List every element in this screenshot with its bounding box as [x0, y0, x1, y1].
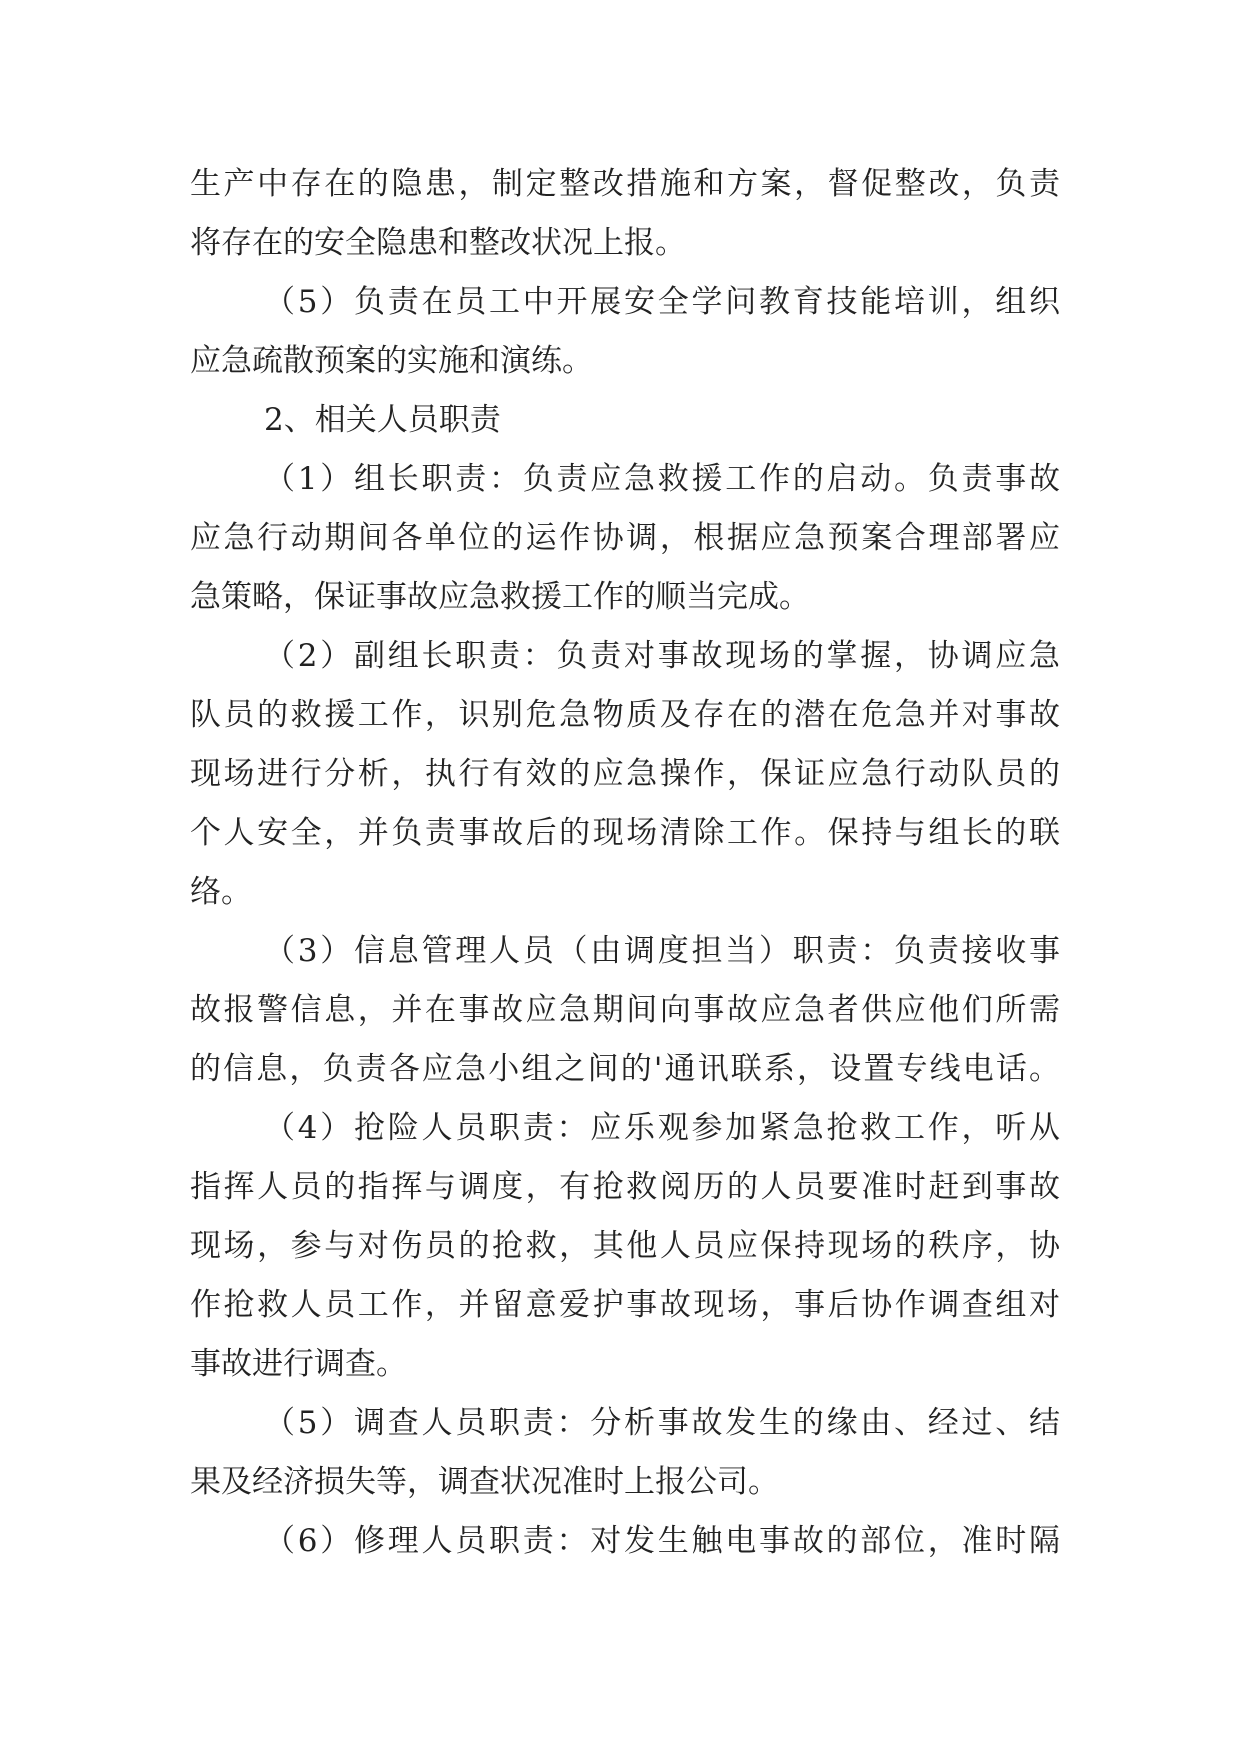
- text-line: 指挥人员的指挥与调度，有抢救阅历的人员要准时赶到事故: [190, 1169, 1060, 1205]
- text-line: 现场进行分析，执行有效的应急操作，保证应急行动队员的: [190, 756, 1060, 792]
- text-line: 个人安全，并负责事故后的现场清除工作。保持与组长的联: [190, 815, 1060, 851]
- text-line: 应急行动期间各单位的运作协调，根据应急预案合理部署应: [190, 520, 1060, 556]
- text-line: 故报警信息，并在事故应急期间向事故应急者供应他们所需: [190, 992, 1060, 1028]
- text-line: 队员的救援工作，识别危急物质及存在的潜在危急并对事故: [190, 697, 1060, 733]
- text-line: （2）副组长职责：负责对事故现场的掌握，协调应急: [264, 638, 1060, 674]
- text-line: （6）修理人员职责：对发生触电事故的部位，准时隔: [264, 1523, 1060, 1559]
- text-line: 生产中存在的隐患，制定整改措施和方案，督促整改，负责: [190, 166, 1060, 202]
- text-line: 急策略，保证事故应急救援工作的顺当完成。: [190, 579, 810, 615]
- section-heading: 2、相关人员职责: [264, 402, 501, 438]
- text-line: （1）组长职责：负责应急救援工作的启动。负责事故: [264, 461, 1060, 497]
- text-line: 事故进行调查。: [190, 1346, 407, 1382]
- text-line: 应急疏散预案的实施和演练。: [190, 343, 593, 379]
- text-line: 的信息，负责各应急小组之间的'通讯联系，设置专线电话。: [190, 1051, 1060, 1087]
- text-line: （3）信息管理人员（由调度担当）职责：负责接收事: [264, 933, 1060, 969]
- text-line: 络。: [190, 874, 252, 910]
- text-line: （5）负责在员工中开展安全学问教育技能培训，组织: [264, 284, 1060, 320]
- text-line: （5）调查人员职责：分析事故发生的缘由、经过、结: [264, 1405, 1060, 1441]
- text-line: 现场，参与对伤员的抢救，其他人员应保持现场的秩序，协: [190, 1228, 1060, 1264]
- text-line: 果及经济损失等，调查状况准时上报公司。: [190, 1464, 779, 1500]
- text-line: 作抢救人员工作，并留意爱护事故现场，事后协作调查组对: [190, 1287, 1060, 1323]
- text-line: （4）抢险人员职责：应乐观参加紧急抢救工作，听从: [264, 1110, 1060, 1146]
- text-line: 将存在的安全隐患和整改状况上报。: [190, 225, 686, 261]
- body-text: [190, 155, 1060, 1571]
